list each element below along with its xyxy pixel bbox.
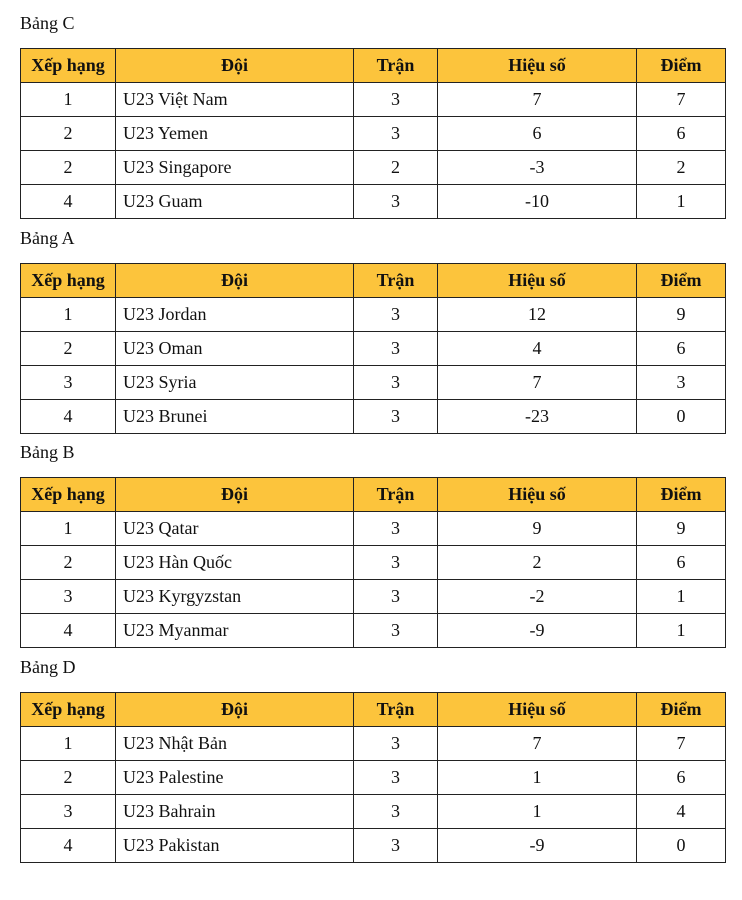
cell-goal-diff: -9 — [438, 829, 637, 863]
cell-played: 3 — [354, 614, 438, 648]
cell-goal-diff: -10 — [438, 185, 637, 219]
table-row — [21, 580, 726, 614]
cell-goal-diff: 1 — [438, 795, 637, 829]
cell-team: U23 Singapore — [116, 151, 354, 185]
cell-goal-diff: -9 — [438, 614, 637, 648]
column-header-rank: Xếp hạng — [21, 49, 116, 83]
cell-team: U23 Jordan — [116, 298, 354, 332]
column-header-played: Trận — [354, 264, 438, 298]
cell-rank: 3 — [21, 795, 116, 829]
cell-points: 4 — [637, 795, 726, 829]
cell-team: U23 Việt Nam — [116, 83, 354, 117]
cell-goal-diff: -23 — [438, 400, 637, 434]
cell-goal-diff: 7 — [438, 366, 637, 400]
cell-rank: 1 — [21, 727, 116, 761]
table-row — [21, 400, 726, 434]
column-header-goal-diff: Hiệu số — [438, 49, 637, 83]
cell-rank: 4 — [21, 185, 116, 219]
table-row — [21, 512, 726, 546]
cell-team: U23 Brunei — [116, 400, 354, 434]
cell-played: 3 — [354, 117, 438, 151]
cell-goal-diff: 7 — [438, 727, 637, 761]
cell-team: U23 Nhật Bản — [116, 727, 354, 761]
cell-team: U23 Yemen — [116, 117, 354, 151]
table-row — [21, 151, 726, 185]
table-header-row — [21, 478, 726, 512]
table-row — [21, 614, 726, 648]
cell-points: 2 — [637, 151, 726, 185]
cell-rank: 2 — [21, 151, 116, 185]
table-row — [21, 83, 726, 117]
cell-points: 0 — [637, 829, 726, 863]
cell-team: U23 Guam — [116, 185, 354, 219]
cell-points: 7 — [637, 83, 726, 117]
table-row — [21, 546, 726, 580]
table-row — [21, 185, 726, 219]
cell-team: U23 Kyrgyzstan — [116, 580, 354, 614]
cell-goal-diff: 1 — [438, 761, 637, 795]
table-row — [21, 117, 726, 151]
cell-rank: 1 — [21, 83, 116, 117]
cell-points: 1 — [637, 185, 726, 219]
cell-team: U23 Hàn Quốc — [116, 546, 354, 580]
cell-goal-diff: 4 — [438, 332, 637, 366]
table-row — [21, 795, 726, 829]
cell-played: 3 — [354, 400, 438, 434]
column-header-rank: Xếp hạng — [21, 693, 116, 727]
cell-rank: 3 — [21, 366, 116, 400]
cell-goal-diff: 6 — [438, 117, 637, 151]
cell-played: 3 — [354, 83, 438, 117]
cell-played: 3 — [354, 298, 438, 332]
cell-played: 3 — [354, 185, 438, 219]
cell-goal-diff: 7 — [438, 83, 637, 117]
cell-rank: 2 — [21, 332, 116, 366]
group-title: Bảng A — [20, 228, 75, 248]
column-header-played: Trận — [354, 49, 438, 83]
cell-team: U23 Bahrain — [116, 795, 354, 829]
cell-points: 9 — [637, 298, 726, 332]
table-row — [21, 727, 726, 761]
cell-goal-diff: 12 — [438, 298, 637, 332]
cell-points: 3 — [637, 366, 726, 400]
column-header-team: Đội — [116, 693, 354, 727]
cell-team: U23 Pakistan — [116, 829, 354, 863]
cell-played: 3 — [354, 332, 438, 366]
cell-goal-diff: -2 — [438, 580, 637, 614]
table-row — [21, 829, 726, 863]
cell-points: 0 — [637, 400, 726, 434]
cell-rank: 4 — [21, 829, 116, 863]
table-row — [21, 298, 726, 332]
cell-played: 2 — [354, 151, 438, 185]
cell-rank: 4 — [21, 614, 116, 648]
table-row — [21, 366, 726, 400]
cell-played: 3 — [354, 366, 438, 400]
column-header-points: Điểm — [637, 478, 726, 512]
cell-points: 7 — [637, 727, 726, 761]
cell-team: U23 Oman — [116, 332, 354, 366]
column-header-team: Đội — [116, 49, 354, 83]
group-title: Bảng C — [20, 13, 75, 33]
cell-played: 3 — [354, 795, 438, 829]
cell-rank: 2 — [21, 546, 116, 580]
cell-played: 3 — [354, 546, 438, 580]
cell-goal-diff: 2 — [438, 546, 637, 580]
column-header-goal-diff: Hiệu số — [438, 478, 637, 512]
cell-points: 6 — [637, 117, 726, 151]
cell-rank: 2 — [21, 117, 116, 151]
cell-team: U23 Palestine — [116, 761, 354, 795]
cell-rank: 3 — [21, 580, 116, 614]
table-header-row — [21, 693, 726, 727]
standings-table — [20, 692, 726, 863]
cell-played: 3 — [354, 512, 438, 546]
group-title: Bảng D — [20, 657, 76, 677]
cell-rank: 2 — [21, 761, 116, 795]
cell-points: 6 — [637, 332, 726, 366]
cell-team: U23 Qatar — [116, 512, 354, 546]
cell-played: 3 — [354, 727, 438, 761]
cell-team: U23 Syria — [116, 366, 354, 400]
cell-played: 3 — [354, 580, 438, 614]
column-header-played: Trận — [354, 478, 438, 512]
cell-rank: 4 — [21, 400, 116, 434]
cell-rank: 1 — [21, 298, 116, 332]
column-header-team: Đội — [116, 264, 354, 298]
table-row — [21, 332, 726, 366]
standings-table — [20, 48, 726, 219]
standings-table — [20, 477, 726, 648]
group-title: Bảng B — [20, 442, 75, 462]
column-header-played: Trận — [354, 693, 438, 727]
cell-played: 3 — [354, 761, 438, 795]
column-header-team: Đội — [116, 478, 354, 512]
cell-played: 3 — [354, 829, 438, 863]
column-header-goal-diff: Hiệu số — [438, 693, 637, 727]
table-header-row — [21, 264, 726, 298]
cell-points: 6 — [637, 761, 726, 795]
column-header-goal-diff: Hiệu số — [438, 264, 637, 298]
cell-goal-diff: -3 — [438, 151, 637, 185]
cell-points: 1 — [637, 580, 726, 614]
standings-table — [20, 263, 726, 434]
cell-points: 9 — [637, 512, 726, 546]
column-header-points: Điểm — [637, 49, 726, 83]
column-header-points: Điểm — [637, 693, 726, 727]
table-header-row — [21, 49, 726, 83]
cell-points: 1 — [637, 614, 726, 648]
cell-team: U23 Myanmar — [116, 614, 354, 648]
column-header-rank: Xếp hạng — [21, 478, 116, 512]
cell-points: 6 — [637, 546, 726, 580]
cell-goal-diff: 9 — [438, 512, 637, 546]
table-row — [21, 761, 726, 795]
cell-rank: 1 — [21, 512, 116, 546]
column-header-rank: Xếp hạng — [21, 264, 116, 298]
column-header-points: Điểm — [637, 264, 726, 298]
